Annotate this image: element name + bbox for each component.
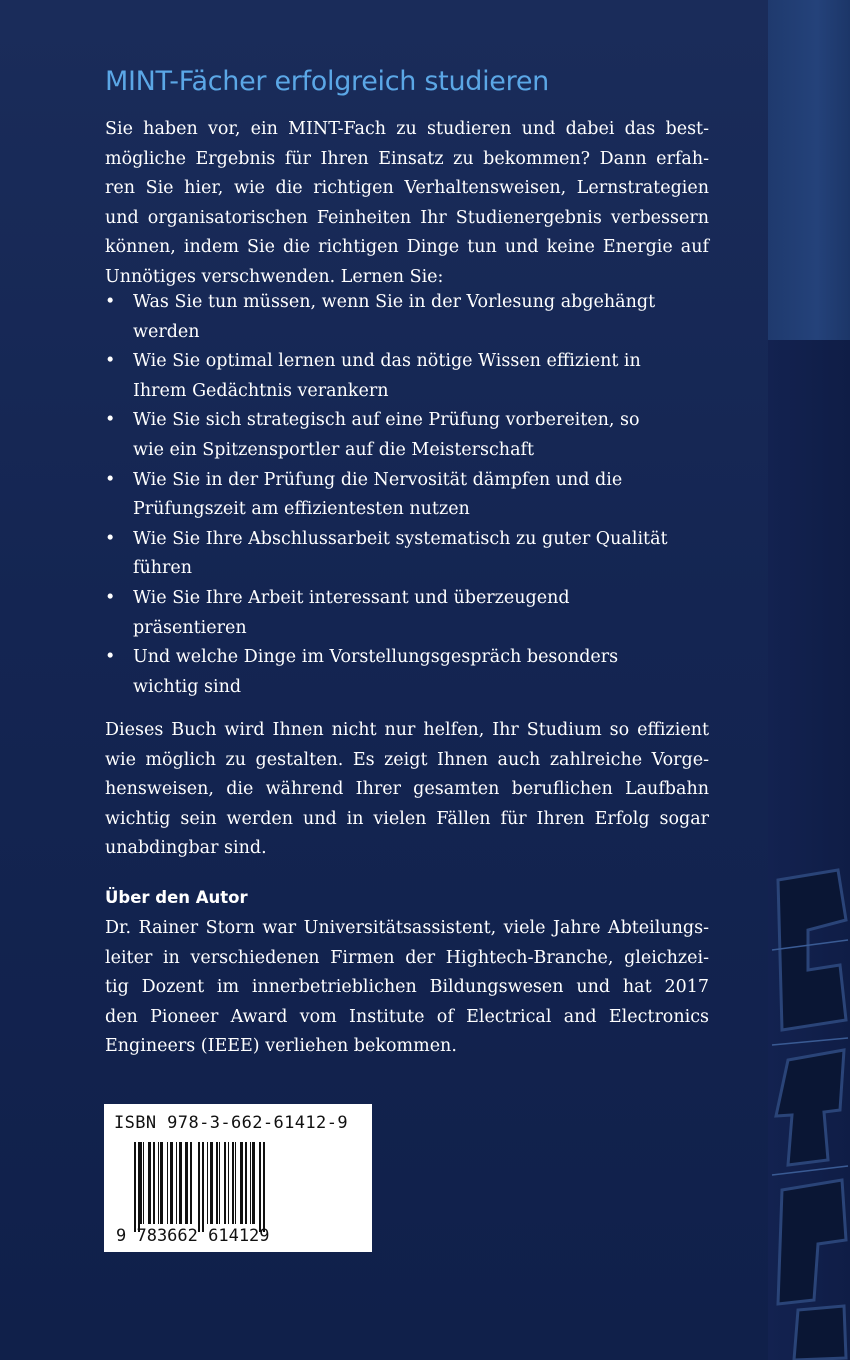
barcode-bar: [245, 1142, 247, 1224]
author-line: leiter in verschiedenen Firmen der Hightech-Branche, gleichzei-: [105, 947, 709, 968]
closing-line: unabdingbar sind.: [105, 838, 267, 859]
book-title: MINT-Fächer erfolgreich studieren: [105, 66, 549, 97]
barcode-bar: [259, 1142, 261, 1232]
intro-line: können, indem Sie die richtigen Dinge tun und keine Energie auf: [105, 237, 709, 258]
barcode-bar: [170, 1142, 173, 1224]
isbn-label: ISBN 978-3-662-61412-9: [114, 1113, 348, 1133]
barcode-bar: [160, 1142, 163, 1224]
barcode-bar: [176, 1142, 177, 1224]
barcode-bar: [232, 1142, 234, 1224]
intro-line: Unnötiges verschwenden. Lernen Sie:: [105, 266, 444, 287]
list-item-line: Wie Sie Ihre Arbeit interessant und überzeugend: [133, 587, 570, 608]
barcode-bar: [158, 1142, 159, 1224]
isbn-barcode: [104, 1104, 372, 1252]
learning-goals-list: [105, 288, 709, 702]
intro-line: mögliche Ergebnis für Ihren Einsatz zu bekommen? Dann erfah-: [105, 148, 709, 169]
barcode-bar: [252, 1142, 255, 1224]
author-line: tig Dozent im innerbetrieblichen Bildungswesen und hat 2017: [105, 977, 709, 998]
barcode-bar: [224, 1142, 226, 1224]
barcode-bar: [250, 1142, 251, 1224]
barcode-bar: [240, 1142, 243, 1224]
list-item-line: Prüfungszeit am effizientesten nutzen: [133, 499, 470, 520]
bullet-icon: •: [105, 528, 116, 549]
barcode-bar: [190, 1142, 192, 1224]
bullet-icon: •: [105, 410, 116, 431]
list-item: [105, 584, 709, 643]
list-item: [105, 643, 709, 702]
closing-line: hensweisen, die während Ihrer gesamten beruflichen Laufbahn: [105, 779, 709, 800]
barcode-bar: [143, 1142, 144, 1224]
barcode-bar: [153, 1142, 155, 1224]
list-item-line: werden: [133, 321, 200, 342]
bullet-icon: •: [105, 292, 116, 312]
bullet-icon: •: [105, 647, 116, 668]
closing-line: wichtig sein werden und in vielen Fällen für Ihren Erfolg sogar: [105, 808, 709, 829]
barcode-bar: [235, 1142, 236, 1224]
bullet-icon: •: [105, 469, 116, 490]
intro-paragraph: [105, 115, 709, 293]
barcode-bar: [216, 1142, 218, 1224]
barcode-bar: [207, 1142, 208, 1224]
barcode-bar: [138, 1142, 140, 1232]
list-item-line: Wie Sie in der Prüfung die Nervosität dämpfen und die: [133, 469, 623, 490]
list-item-line: Wie Sie sich strategisch auf eine Prüfung vorbereiten, so: [133, 410, 640, 431]
barcode-bar: [263, 1142, 265, 1232]
barcode-bar: [148, 1142, 151, 1224]
author-heading: Über den Autor: [105, 888, 248, 907]
intro-line: und organisatorischen Feinheiten Ihr Studienergebnis verbessern: [105, 207, 709, 228]
list-item-line: präsentieren: [133, 617, 247, 638]
spine-color-band: [768, 0, 850, 340]
list-item: [105, 288, 709, 347]
barcode-bar: [202, 1142, 204, 1232]
closing-paragraph: [105, 716, 709, 864]
list-item-line: Wie Sie optimal lernen und das nötige Wissen effizient in: [133, 351, 641, 372]
barcode-bar: [134, 1142, 136, 1232]
bullet-icon: •: [105, 587, 116, 608]
barcode-bar: [140, 1142, 142, 1224]
author-line: Dr. Rainer Storn war Universitätsassistent, viele Jahre Abteilungs-: [105, 918, 709, 938]
list-item-line: wichtig sind: [133, 676, 242, 697]
barcode-bar: [185, 1142, 188, 1224]
list-item-line: Was Sie tun müssen, wenn Sie in der Vorlesung abgehängt: [133, 292, 656, 312]
bullet-icon: •: [105, 351, 116, 372]
author-line: den Pioneer Award vom Institute of Electrical and Electronics: [105, 1006, 709, 1027]
list-item-line: wie ein Spitzensportler auf die Meisterschaft: [133, 439, 535, 460]
list-item: [105, 525, 709, 584]
spine-decorative-artwork: [768, 860, 850, 1360]
list-item-line: Wie Sie Ihre Abschlussarbeit systematisch zu guter Qualität: [133, 528, 668, 549]
author-line: Engineers (IEEE) verliehen bekommen.: [105, 1036, 457, 1057]
list-item: [105, 347, 709, 406]
barcode-bar: [179, 1142, 182, 1224]
barcode-bar: [219, 1142, 220, 1224]
list-item: [105, 466, 709, 525]
intro-line: ren Sie hier, wie die richtigen Verhaltensweisen, Lernstrategien: [105, 178, 709, 199]
list-item-line: führen: [133, 558, 193, 579]
list-item: [105, 406, 709, 465]
list-item-line: Ihrem Gedächtnis verankern: [133, 380, 389, 401]
barcode-digits: 9 783662 614129: [116, 1226, 270, 1246]
barcode-bar: [198, 1142, 200, 1232]
barcode-bar: [167, 1142, 168, 1224]
author-paragraph: [105, 914, 709, 1062]
closing-line: Dieses Buch wird Ihnen nicht nur helfen, Ihr Studium so effizient: [105, 720, 709, 740]
barcode-bar: [228, 1142, 229, 1224]
barcode-bar: [210, 1142, 213, 1224]
closing-line: wie möglich zu gestalten. Es zeigt Ihnen auch zahlreiche Vorge-: [105, 749, 709, 770]
intro-line: Sie haben vor, ein MINT-Fach zu studieren und dabei das best-: [105, 119, 709, 139]
list-item-line: Und welche Dinge im Vorstellungsgespräch besonders: [133, 647, 619, 668]
